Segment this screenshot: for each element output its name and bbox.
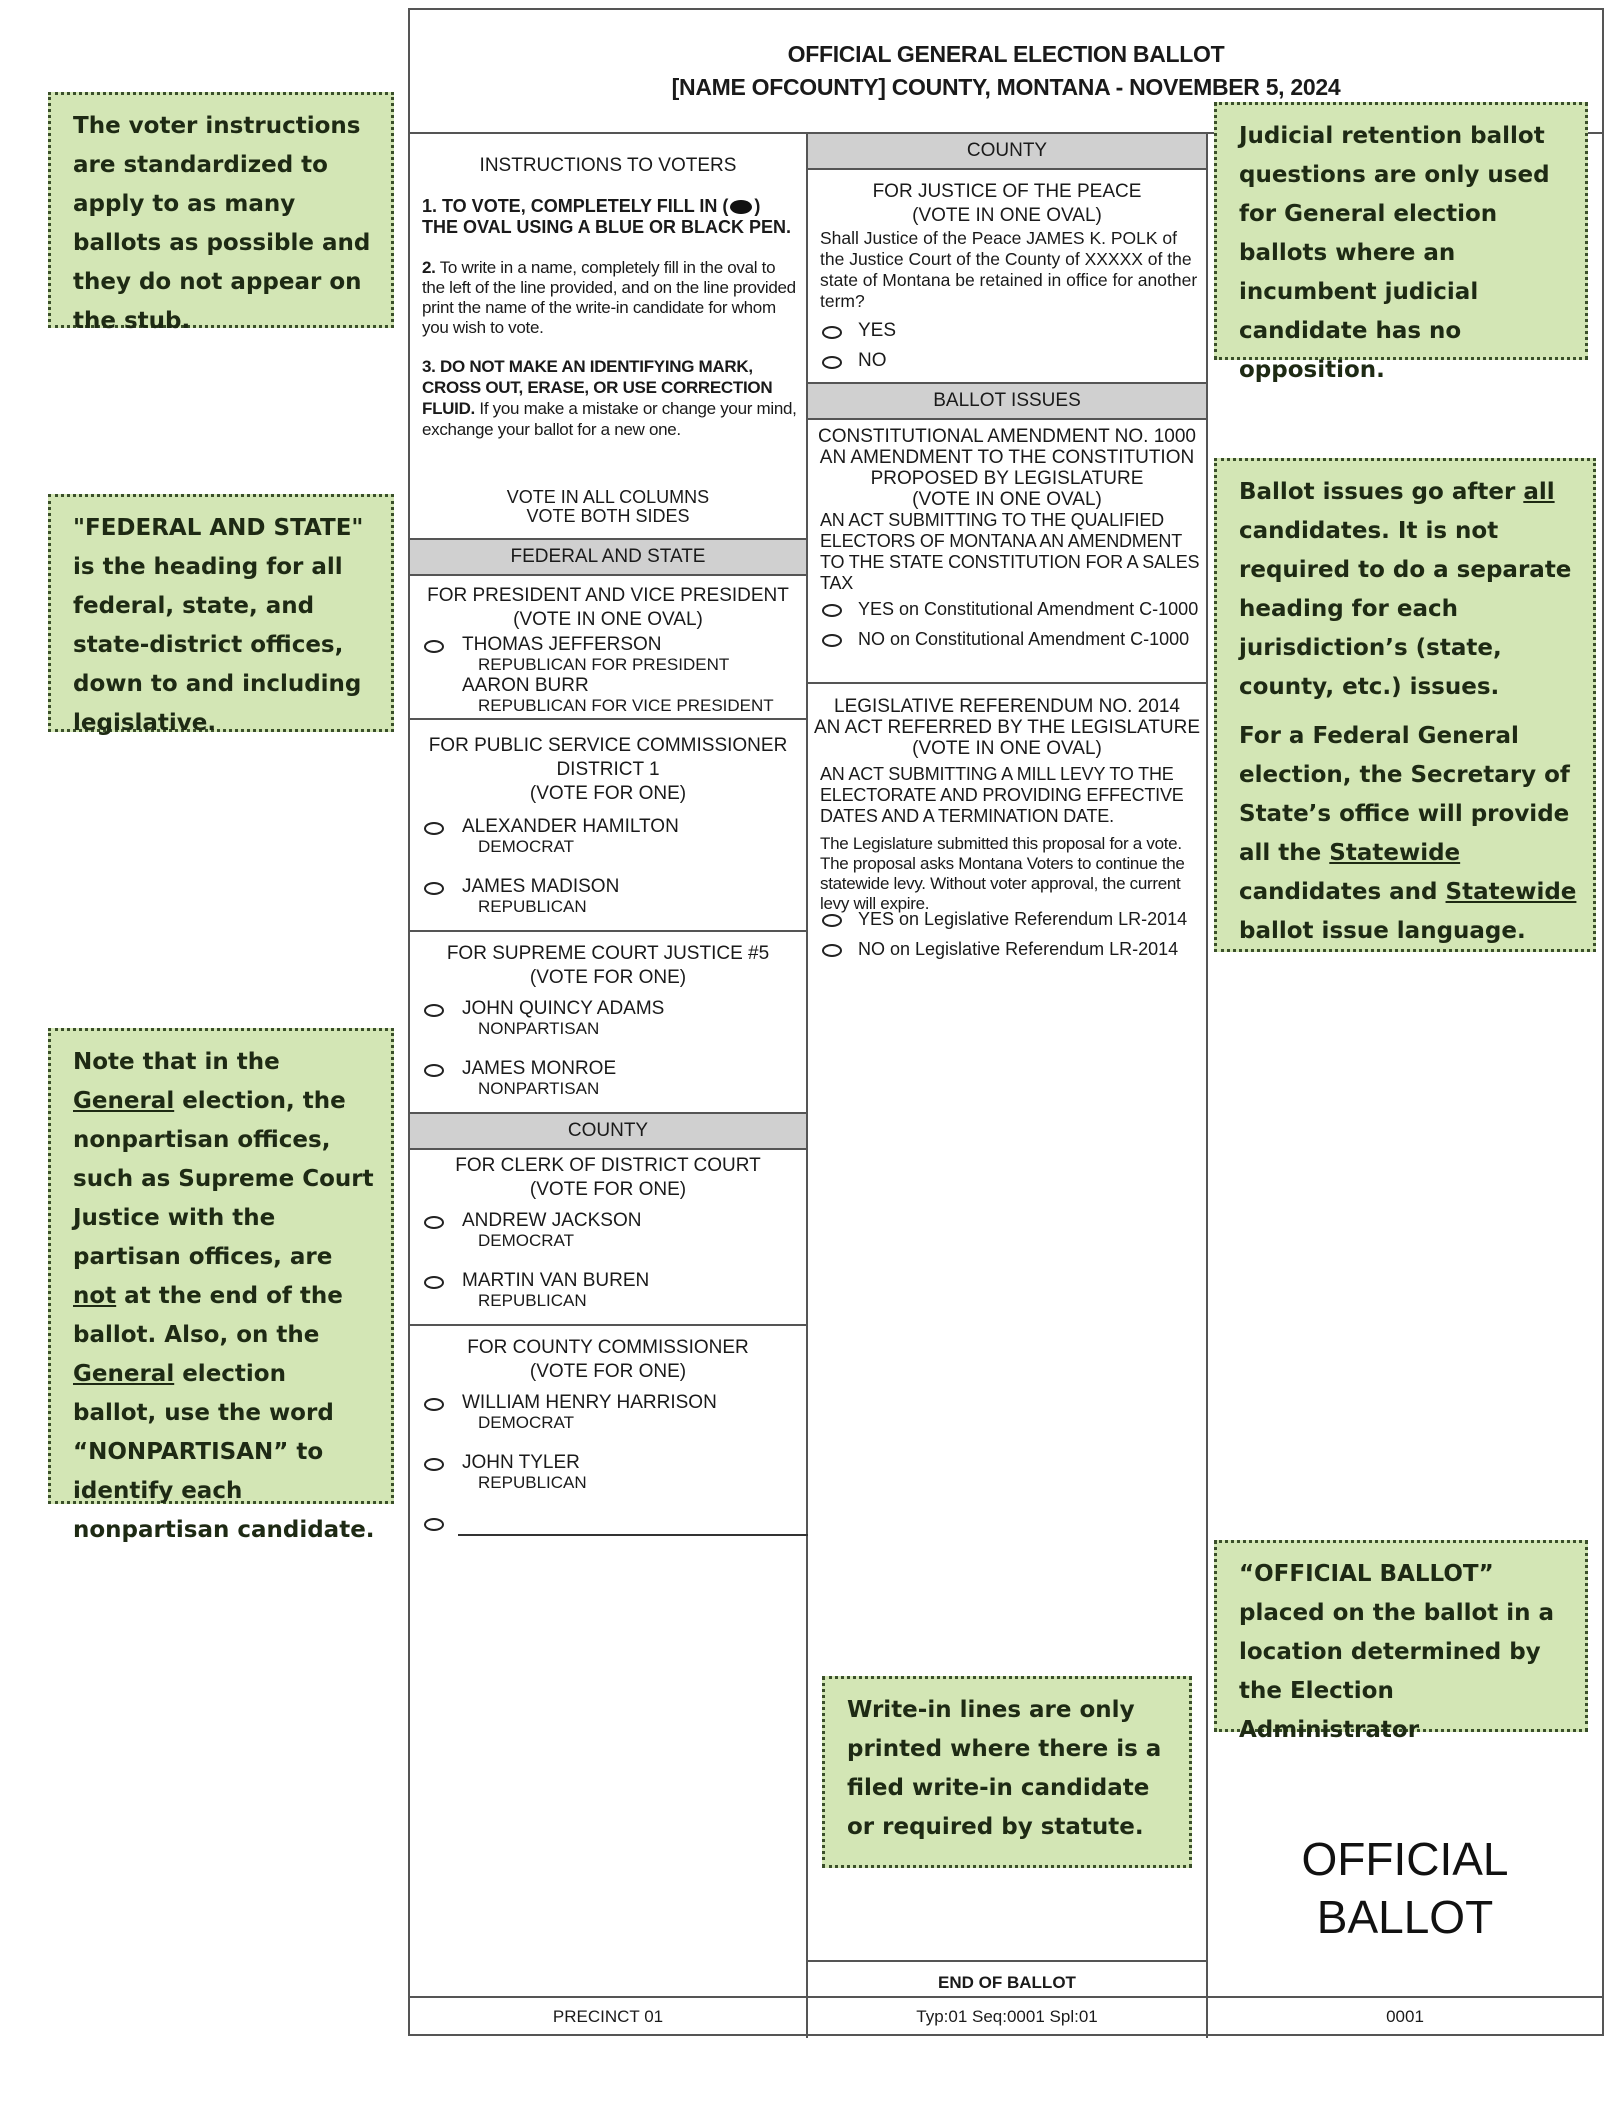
ballot-stub-footer [410,1996,1602,2036]
instruction-2: 2. To write in a name, completely fill in the oval to the left of the line provided, and on the line provided print the name of the write-in candidate for whom you wish to vote. [422,258,796,337]
divider [410,718,806,720]
legislative-referendum-explanation: The Legislature submitted this proposal for a vote. The proposal asks Montana Voters to continue the statewide levy. Without voter approval, the current levy will expire. [820,834,1185,913]
vote-oval[interactable] [822,914,842,927]
vote-oval[interactable] [822,356,842,369]
contest-president: FOR PRESIDENT AND VICE PRESIDENT (VOTE IN ONE OVAL) [427,585,789,630]
filled-oval-icon [730,200,752,214]
candidate-harrison: WILLIAM HENRY HARRISON DEMOCRAT [462,1392,717,1432]
candidate-jefferson-burr: THOMAS JEFFERSON REPUBLICAN FOR PRESIDENT AARON BURR REPUBLICAN FOR VICE PRESIDENT [462,634,774,715]
note-official-ballot: “OFFICIAL BALLOT” placed on the ballot in a location determined by the Election Administrator [1214,1540,1588,1732]
retention-question: Shall Justice of the Peace JAMES K. POLK of the Justice Court of the County of XXXXX of the state of Montana be retained in office for another term? [820,228,1198,311]
ballot-number: 0001 [1386,2007,1424,2026]
vote-oval[interactable] [424,1398,444,1411]
vote-oval[interactable] [424,1064,444,1077]
contest-clerk: FOR CLERK OF DISTRICT COURT (VOTE FOR ONE) [455,1155,761,1200]
option-no: NO [858,350,887,371]
instructions-title: INSTRUCTIONS TO VOTERS [479,155,737,176]
write-in-oval[interactable] [424,1518,444,1531]
note-judicial-retention: Judicial retention ballot questions are only used for General election ballots where an incumbent judicial candidate has no opposition. [1214,102,1588,360]
contest-justice-of-peace: FOR JUSTICE OF THE PEACE (VOTE IN ONE OVAL) [872,181,1142,226]
option-lr-yes: YES on Legislative Referendum LR-2014 [858,909,1188,929]
vote-oval[interactable] [424,1276,444,1289]
option-yes: YES [858,320,897,341]
note-write-in-lines: Write-in lines are only printed where there is a filed write-in candidate or required by statute. [822,1676,1192,1868]
contest-county-commissioner: FOR COUNTY COMMISSIONER (VOTE FOR ONE) [467,1337,749,1382]
candidate-jackson: ANDREW JACKSON DEMOCRAT [462,1210,642,1250]
constitutional-amendment-text: AN ACT SUBMITTING TO THE QUALIFIED ELECTORS OF MONTANA AN AMENDMENT TO THE STATE CONSTITUTION FOR A SALES TAX [820,510,1200,593]
note-ballot-issues: Ballot issues go after all candidates. It is not required to do a separate heading for each jurisdiction’s (state, county, etc.) issues. For a Federal General election, the Secretary of State’s office will provide all the Statewide candidates and Statewide ballot issue language. [1214,458,1596,952]
option-ca-yes: YES on Constitutional Amendment C-1000 [858,599,1199,619]
divider [410,930,806,932]
vote-oval[interactable] [424,822,444,835]
ballot-title: OFFICIAL GENERAL ELECTION BALLOT [787,41,1225,67]
ballot-type-sequence: Typ:01 Seq:0001 Spl:01 [808,1998,1208,2038]
section-header-federal-and-state: FEDERAL AND STATE [410,538,806,576]
vote-oval[interactable] [822,944,842,957]
vote-oval[interactable] [822,604,842,617]
legislative-referendum-text: AN ACT SUBMITTING A MILL LEVY TO THE ELECTORATE AND PROVIDING EFFECTIVE DATES AND A TERMINATION DATE. [820,764,1184,826]
end-of-ballot: END OF BALLOT [938,1973,1076,1992]
vote-oval[interactable] [822,634,842,647]
candidate-monroe: JAMES MONROE NONPARTISAN [462,1058,617,1098]
option-lr-no: NO on Legislative Referendum LR-2014 [858,939,1179,959]
vote-oval[interactable] [424,882,444,895]
candidate-hamilton: ALEXANDER HAMILTON DEMOCRAT [462,816,679,856]
vote-oval[interactable] [424,1216,444,1229]
note-voter-instructions: The voter instructions are standardized to apply to as many ballots as possible and they do not appear on the stub. [48,92,394,328]
instruction-1: 1. TO VOTE, COMPLETELY FILL IN ( ) THE OVAL USING A BLUE OR BLACK PEN. [422,196,792,237]
note-nonpartisan: Note that in the General election, the nonpartisan offices, such as Supreme Court Justice with the partisan offices, are not at the end of the ballot. Also, on the General election ballot, use the word “NONPARTISAN” to identify each nonpartisan candidate. [48,1028,394,1504]
divider [410,1324,806,1326]
contest-supreme-court: FOR SUPREME COURT JUSTICE #5 (VOTE FOR ONE) [446,943,770,988]
candidate-madison: JAMES MADISON REPUBLICAN [462,876,620,916]
precinct-label: PRECINCT 01 [410,1998,808,2038]
candidate-van-buren: MARTIN VAN BUREN REPUBLICAN [462,1270,650,1310]
official-ballot-mark: OFFICIAL BALLOT [1301,1833,1509,1943]
divider [808,1960,1206,1962]
legislative-referendum-title: LEGISLATIVE REFERENDUM NO. 2014 AN ACT REFERRED BY THE LEGISLATURE (VOTE IN ONE OVAL) [813,696,1201,759]
option-ca-no: NO on Constitutional Amendment C-1000 [858,629,1190,649]
ballot-county-date: [NAME OFCOUNTY] COUNTY, MONTANA - NOVEMBER 5, 2024 [671,74,1341,100]
write-in-line[interactable] [458,1534,808,1536]
note-federal-and-state: "FEDERAL AND STATE" is the heading for all federal, state, and state-district offices, down to and including legislative. [48,494,394,732]
constitutional-amendment-title: CONSTITUTIONAL AMENDMENT NO. 1000 AN AMENDMENT TO THE CONSTITUTION PROPOSED BY LEGISLATURE (VOTE IN ONE OVAL) [818,426,1196,510]
divider [808,682,1206,684]
instruction-3: 3. DO NOT MAKE AN IDENTIFYING MARK, CROSS OUT, ERASE, OR USE CORRECTION FLUID. If you make a mistake or change your mind, exchange your ballot for a new one. [422,357,797,439]
vote-oval[interactable] [424,1004,444,1017]
contest-public-service-commissioner: FOR PUBLIC SERVICE COMMISSIONER DISTRICT 1 (VOTE FOR ONE) [428,735,788,804]
ballot-column-1 [410,134,808,2004]
vote-instructions: VOTE IN ALL COLUMNS VOTE BOTH SIDES [506,487,710,526]
section-header-county: COUNTY [410,1112,806,1150]
vote-oval[interactable] [424,1458,444,1471]
candidate-tyler: JOHN TYLER REPUBLICAN [462,1452,587,1492]
section-header-county-2: COUNTY [808,134,1206,170]
vote-oval[interactable] [424,640,444,653]
candidate-adams: JOHN QUINCY ADAMS NONPARTISAN [462,998,665,1038]
vote-oval[interactable] [822,326,842,339]
section-header-ballot-issues: BALLOT ISSUES [808,382,1206,420]
